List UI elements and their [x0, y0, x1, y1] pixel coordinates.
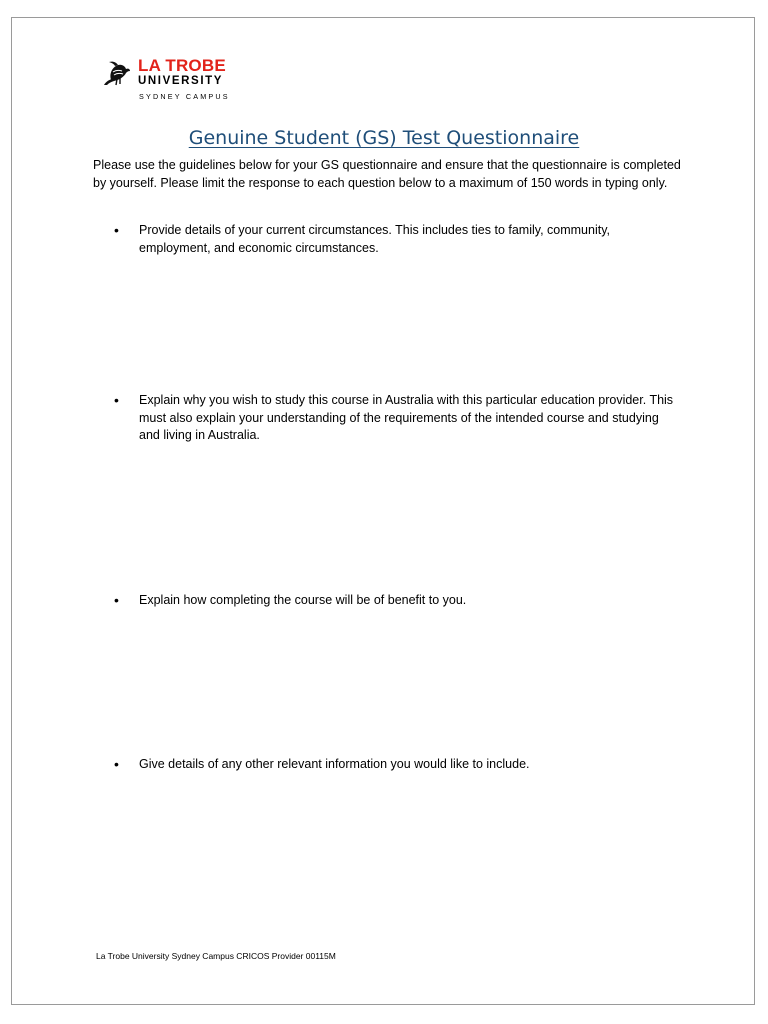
- bullet-text: Provide details of your current circumstances. This includes ties to family, community, employment, and economic circumstances.: [139, 223, 611, 255]
- document-title: Genuine Student (GS) Test Questionnaire: [188, 127, 580, 149]
- university-logo: [103, 58, 243, 104]
- bullet-dot-icon: •: [114, 756, 119, 772]
- bullet-text: Explain why you wish to study this course in Australia with this particular education provider. This must also explain your understanding of the requirements of the intended course and studying and living in Australia.: [139, 393, 674, 442]
- logo-wordmark-la-trobe: LA TROBE: [138, 56, 226, 75]
- bullet-text: Explain how completing the course will be of benefit to you.: [139, 593, 467, 607]
- bullet-dot-icon: •: [114, 592, 119, 608]
- page-footer: La Trobe University Sydney Campus CRICOS Provider 00115M: [96, 951, 336, 961]
- document-page: [11, 17, 755, 1005]
- logo-wordmark-university: UNIVERSITY: [138, 75, 224, 87]
- logo-wordmark-campus: SYDNEY CAMPUS: [139, 92, 230, 101]
- bullet-dot-icon: •: [114, 392, 119, 408]
- lyrebird-logo-icon: [103, 58, 133, 86]
- bullet-dot-icon: •: [114, 222, 119, 238]
- intro-paragraph: Please use the guidelines below for your GS questionnaire and ensure that the questionnaire is completed by yourself. Please limit the response to each question below to a maximum of 150 words in typing only.: [93, 158, 681, 190]
- bullet-text: Give details of any other relevant information you would like to include.: [139, 757, 530, 771]
